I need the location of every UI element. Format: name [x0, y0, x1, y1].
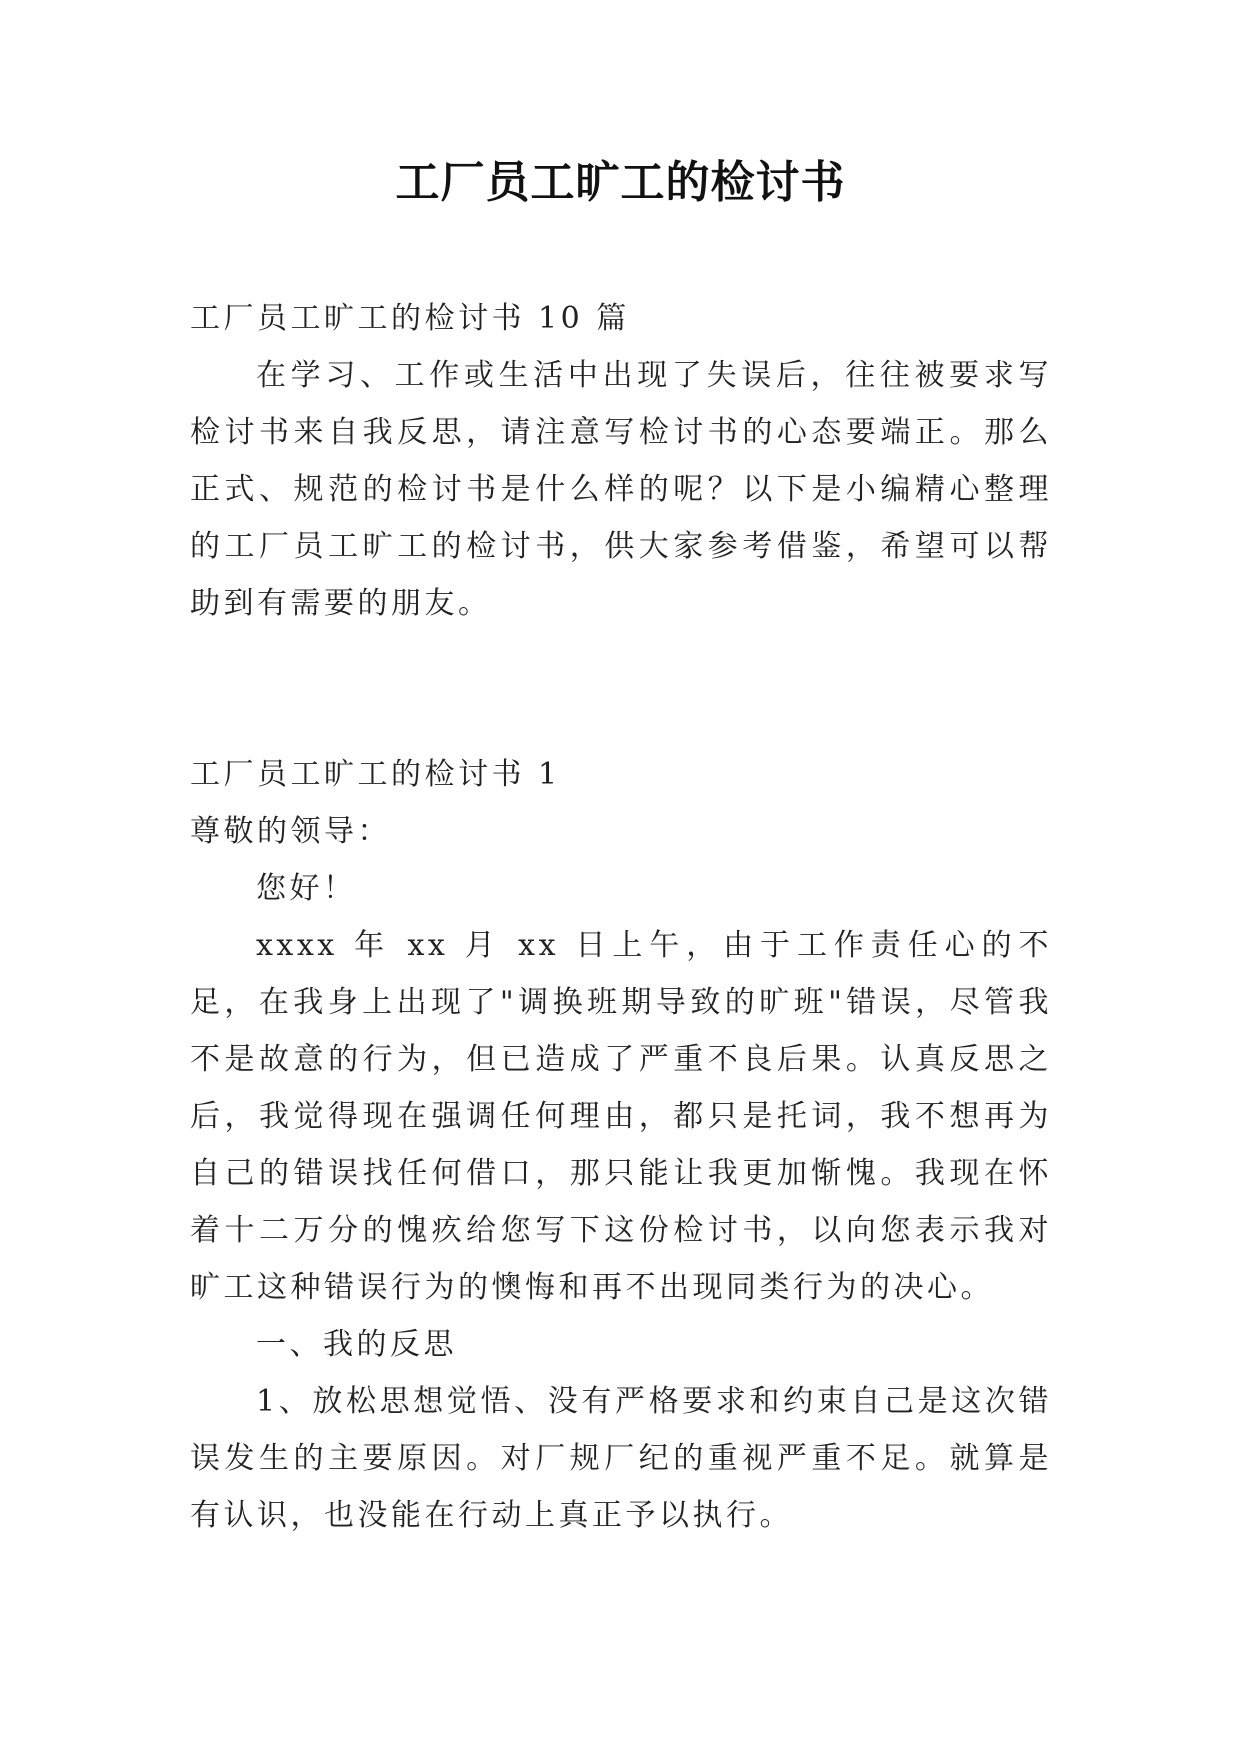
salutation: 尊敬的领导： — [190, 814, 391, 849]
section-heading: 工厂员工旷工的检讨书 1 — [190, 757, 561, 792]
intro-paragraph: 在学习、工作或生活中出现了失误后，往往被要求写检讨书来自我反思，请注意写检讨书的心态要端正。那么正式、规范的检讨书是什么样的呢？以下是小编精心整理的工厂员工旷工的检讨书，供大家参考借鉴，希望可以帮助到有需要的朋友。 — [190, 358, 1052, 621]
document-subtitle: 工厂员工旷工的检讨书 10 篇 — [190, 301, 630, 336]
reflection-item: 1、放松思想觉悟、没有严格要求和约束自己是这次错误发生的主要原因。对厂规厂纪的重视严重不足。就算是有认识，也没能在行动上真正予以执行。 — [190, 1384, 1052, 1533]
section-spacer — [190, 632, 1052, 746]
reflection-heading: 一、我的反思 — [256, 1327, 457, 1362]
body-paragraph: xxxx 年 xx 月 xx 日上午，由于工作责任心的不足，在我身上出现了"调换班期导致的旷班"错误，尽管我不是故意的行为，但已造成了严重不良后果。认真反思之后，我觉得现在强调任何理由，都只是托词，我不想再为自己的错误找任何借口，那只能让我更加惭愧。我现在怀着十二万分的愧疚给您写下这份检讨书，以向您表示我对旷工这种错误行为的懊悔和再不出现同类行为的决心。 — [190, 928, 1052, 1305]
document-body — [190, 290, 1052, 1544]
greeting: 您好！ — [256, 871, 357, 906]
document-title: 工厂员工旷工的检讨书 — [395, 157, 846, 208]
